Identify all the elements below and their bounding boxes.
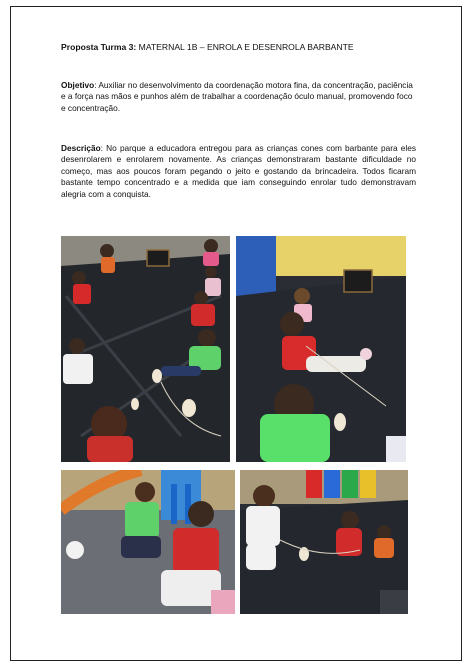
photo-children-at-playground xyxy=(61,470,235,614)
description-text: : No parque a educadora entregou para as crianças cones com barbante para eles desenrolarem e enrolarem novamente. As crianças demonstraram bastante dificuldade no começo, mas aos poucos foram pegando o jeito e gostando da brincadeira. Todos ficaram bastante tempo concentrado e a medida que iam conseguindo enrolar tudo demonstravam alegria com a conquista. xyxy=(61,143,416,199)
photo-children-with-sign xyxy=(236,236,406,462)
description-paragraph xyxy=(61,143,416,200)
objective-label: Objetivo xyxy=(61,80,95,90)
document-title xyxy=(61,42,421,53)
title-label: Proposta Turma 3: xyxy=(61,42,137,52)
description-label: Descrição xyxy=(61,143,101,153)
photo-children-on-tarp xyxy=(61,236,230,462)
photo-children-on-dark-tarp xyxy=(240,470,408,614)
objective-text: : Auxiliar no desenvolvimento da coordenação motora fina, da concentração, paciência e a força nas mãos e punhos além de trabalhar a coordenação óculo manual, promovendo foco e concentração. xyxy=(61,80,413,113)
title-value: MATERNAL 1B – ENROLA E DESENROLA BARBANTE xyxy=(136,42,354,52)
objective-paragraph xyxy=(61,80,416,114)
